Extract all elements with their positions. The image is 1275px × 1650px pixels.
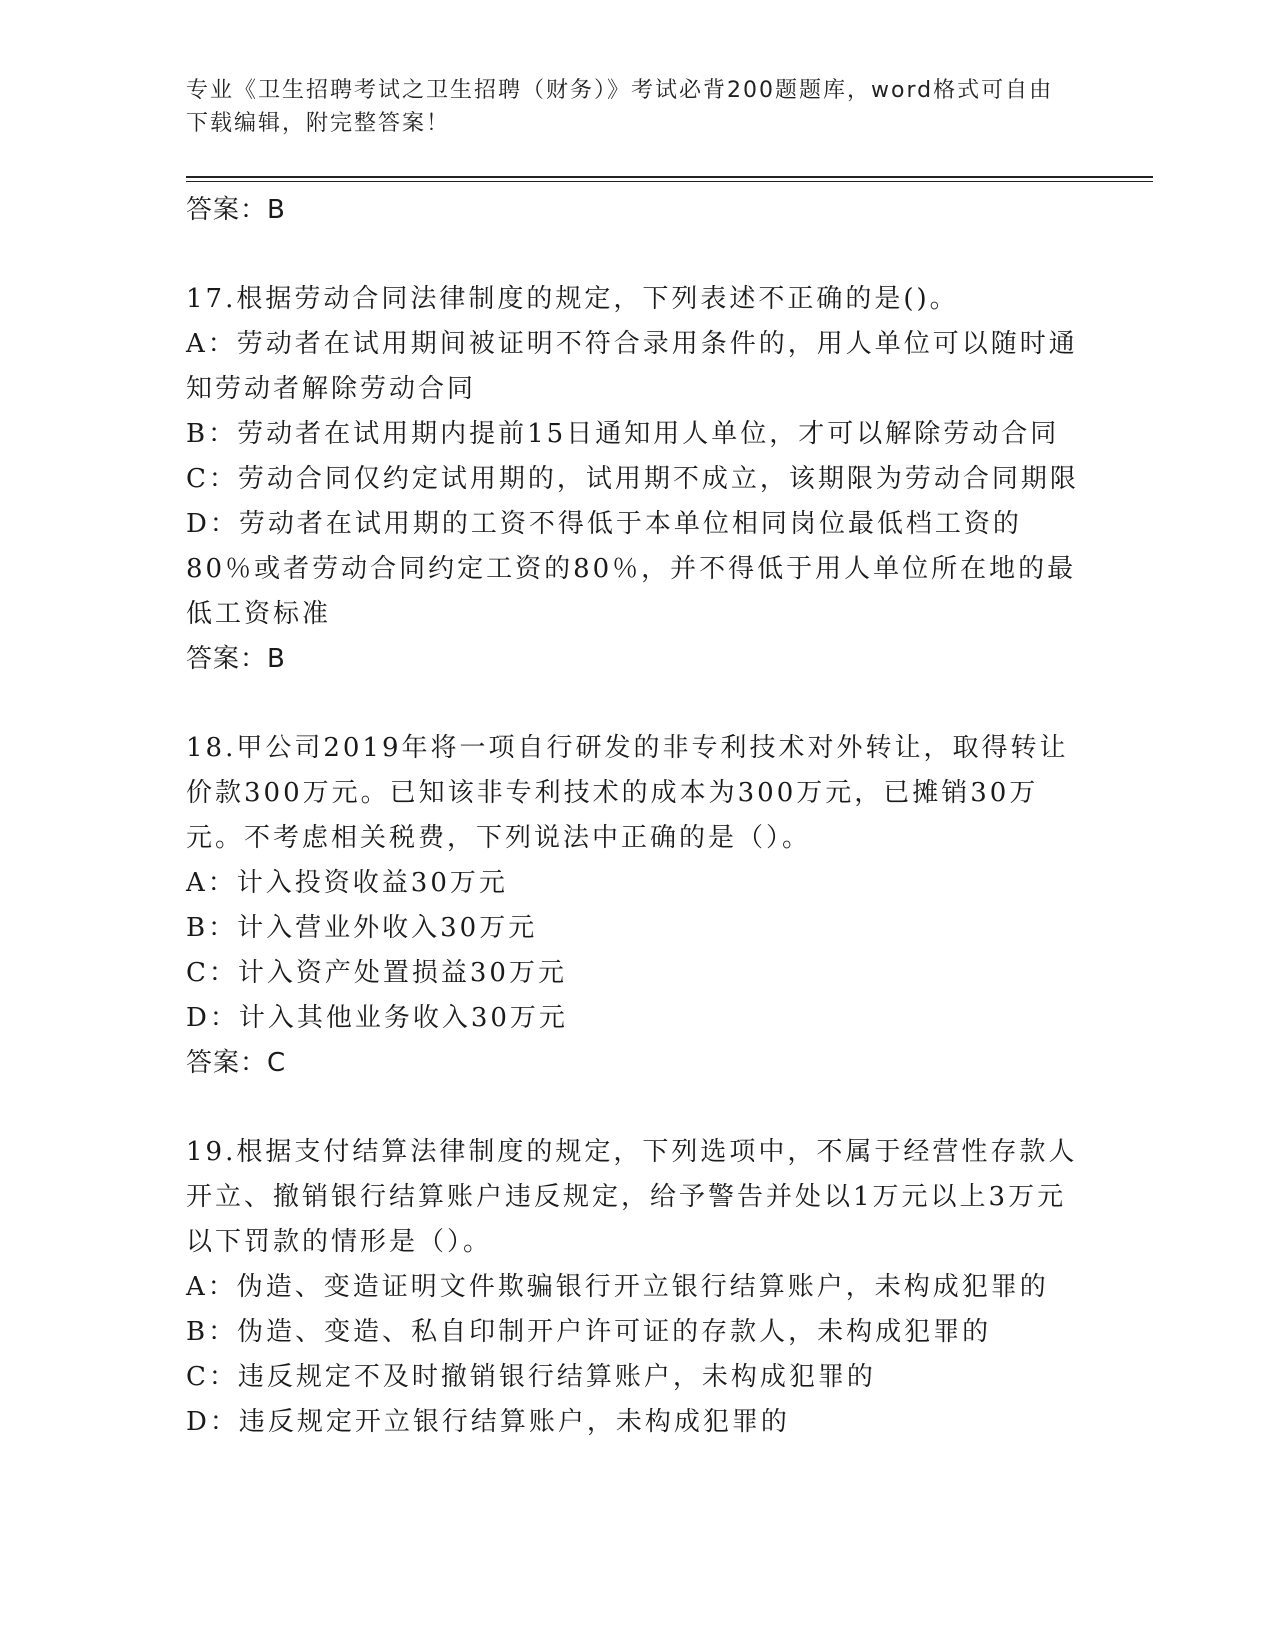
header-divider-thin	[186, 181, 1153, 182]
answer: 答案：C	[186, 1048, 287, 1078]
option-c: C：违反规定不及时撤销银行结算账户，未构成犯罪的	[186, 1362, 876, 1392]
option-b: B：计入营业外收入30万元	[186, 913, 538, 943]
header-divider-thick	[186, 176, 1153, 178]
question-list	[186, 188, 1086, 1489]
option-b: B：劳动者在试用期内提前15日通知用人单位，才可以解除劳动合同	[186, 419, 1060, 449]
question-18	[186, 726, 1086, 1086]
option-c: C：计入资产处置损益30万元	[186, 958, 567, 988]
question-19	[186, 1130, 1086, 1445]
question-text: 18.甲公司2019年将一项自行研发的非专利技术对外转让，取得转让价款300万元。已知该非专利技术的成本为300万元，已摊销30万元。不考虑相关税费，下列说法中正确的是（）。	[186, 733, 1069, 853]
option-c: C：劳动合同仅约定试用期的，试用期不成立，该期限为劳动合同期限	[186, 464, 1079, 494]
question-17	[186, 277, 1086, 682]
previous-answer: 答案：B	[186, 195, 286, 225]
option-d: D：计入其他业务收入30万元	[186, 1003, 568, 1033]
option-a: A：伪造、变造证明文件欺骗银行开立银行结算账户，未构成犯罪的	[186, 1272, 1049, 1302]
question-text: 17.根据劳动合同法律制度的规定，下列表述不正确的是()。	[186, 284, 959, 314]
option-d: D：违反规定开立银行结算账户，未构成犯罪的	[186, 1407, 790, 1437]
option-b: B：伪造、变造、私自印制开户许可证的存款人，未构成犯罪的	[186, 1317, 992, 1347]
option-a: A：计入投资收益30万元	[186, 868, 508, 898]
question-text: 19.根据支付结算法律制度的规定，下列选项中，不属于经营性存款人开立、撤销银行结算账户违反规定，给予警告并处以1万元以上3万元以下罚款的情形是（）。	[186, 1137, 1078, 1257]
option-d: D：劳动者在试用期的工资不得低于本单位相同岗位最低档工资的80％或者劳动合同约定工资的80％，并不得低于用人单位所在地的最低工资标准	[186, 509, 1077, 629]
option-a: A：劳动者在试用期间被证明不符合录用条件的，用人单位可以随时通知劳动者解除劳动合同	[186, 329, 1078, 404]
answer: 答案：B	[186, 644, 286, 674]
page-header-text: 专业《卫生招聘考试之卫生招聘（财务）》考试必背200题题库，word格式可自由下载编辑，附完整答案！	[186, 78, 1054, 136]
